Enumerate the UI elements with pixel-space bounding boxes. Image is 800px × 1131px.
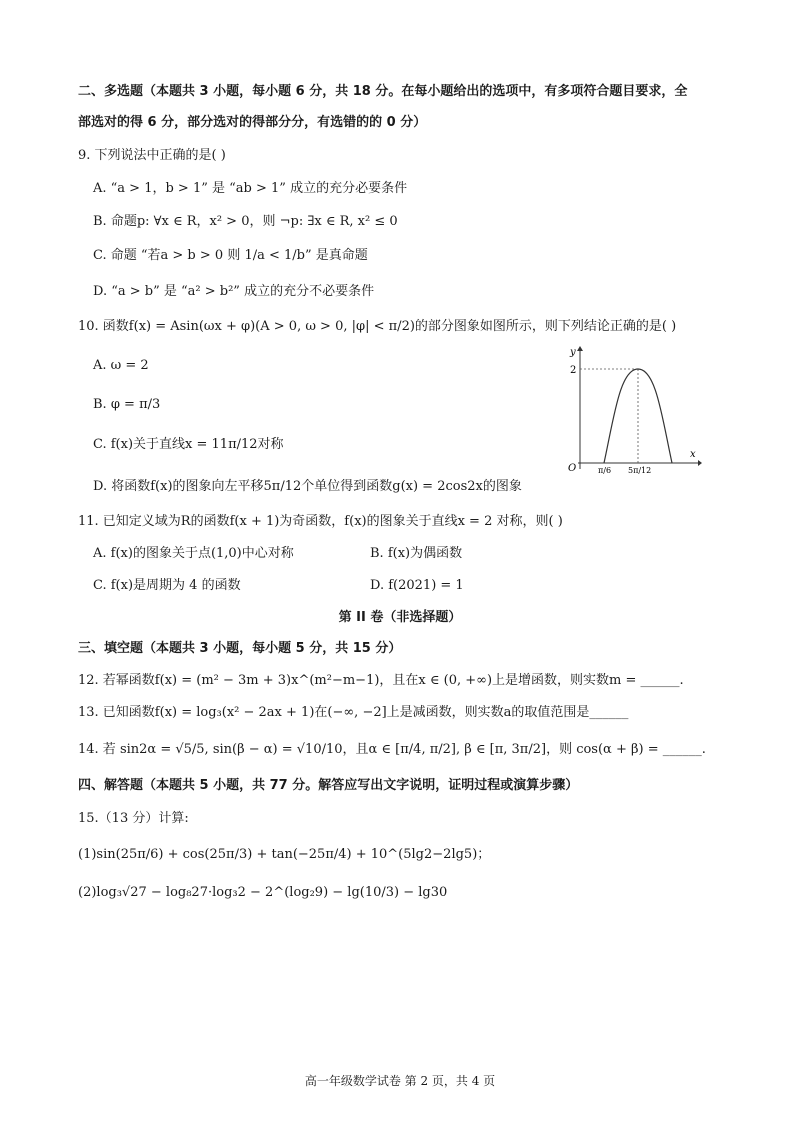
q9-option-a: A. “a > 1，b > 1” 是 “ab > 1” 成立的充分必要条件 — [93, 181, 408, 196]
q9-option-d: D. “a > b” 是 “a² > b²” 成立的充分不必要条件 — [93, 284, 375, 299]
q11-option-a: A. f(x)的图象关于点(1,0)中心对称 — [93, 546, 294, 561]
part2-title: 第 II 卷（非选择题） — [338, 610, 462, 625]
sine-curve — [604, 369, 672, 463]
q10-option-d: D. 将函数f(x)的图象向左平移5π/12个单位得到函数g(x) = 2cos2x的图象 — [93, 479, 522, 494]
q15-part-1: (1)sin(25π/6) + cos(25π/3) + tan(−25π/4) + 10^(5lg2−2lg5)； — [78, 847, 491, 862]
q9-stem: 9. 下列说法中正确的是( ) — [78, 148, 226, 163]
x-axis-label: x — [690, 449, 696, 460]
max-value-label: 2 — [570, 365, 577, 376]
q10-option-a: A. ω = 2 — [93, 358, 149, 373]
q15-part-2: (2)log₃√27 − log₈27·log₃2 − 2^(log₂9) − lg(10/3) − lg30 — [78, 885, 448, 900]
q10-option-b: B. φ = π/3 — [93, 397, 161, 412]
q11-option-c: C. f(x)是周期为 4 的函数 — [93, 578, 241, 593]
sine-graph-figure — [562, 345, 702, 475]
origin-label: O — [568, 463, 577, 474]
q9-option-c: C. 命题 “若a > b > 0 则 1/a < 1/b” 是真命题 — [93, 248, 368, 263]
section3-heading: 三、填空题（本题共 3 小题，每小题 5 分，共 15 分） — [78, 641, 402, 656]
q11-stem: 11. 已知定义域为R的函数f(x + 1)为奇函数，f(x)的图象关于直线x = 2 对称，则( ) — [78, 514, 563, 529]
y-axis-arrow — [577, 346, 583, 351]
q10-stem: 10. 函数f(x) = Asin(ωx + φ)(A > 0, ω > 0, |φ| < π/2)的部分图象如图所示，则下列结论正确的是( ) — [78, 319, 677, 334]
section4-heading: 四、解答题（本题共 5 小题，共 77 分。解答应写出文字说明，证明过程或演算步骤） — [78, 778, 579, 793]
question-14: 14. 若 sin2α = √5/5, sin(β − α) = √10/10，且α ∈ [π/4, π/2], β ∈ [π, 3π/2]，则 cos(α + β) = ______. — [78, 742, 706, 757]
x-tick-pi-6: π/6 — [598, 466, 612, 475]
section2-line1: 二、多选题（本题共 3 小题，每小题 6 分，共 18 分。在每小题给出的选项中，有多项符合题目要求，全 — [78, 84, 688, 99]
q15-stem: 15.（13 分）计算: — [78, 811, 189, 826]
question-13: 13. 已知函数f(x) = log₃(x² − 2ax + 1)在(−∞, −2]上是减函数，则实数a的取值范围是______ — [78, 705, 629, 720]
page-footer: 高一年级数学试卷 第 2 页，共 4 页 — [304, 1074, 496, 1088]
q9-option-b: B. 命题p: ∀x ∈ R，x² > 0，则 ¬p: ∃x ∈ R, x² ≤ 0 — [93, 214, 398, 229]
x-tick-5pi-12: 5π/12 — [628, 466, 652, 475]
section2-line2: 部选对的得 6 分，部分选对的得部分分，有选错的的 0 分） — [78, 115, 427, 130]
q11-option-b: B. f(x)为偶函数 — [370, 546, 463, 561]
q10-option-c: C. f(x)关于直线x = 11π/12对称 — [93, 437, 284, 452]
x-axis-arrow — [698, 460, 702, 466]
question-12: 12. 若幂函数f(x) = (m² − 3m + 3)x^(m²−m−1)，且在x ∈ (0, +∞)上是增函数，则实数m = ______. — [78, 673, 684, 688]
q11-option-d: D. f(2021) = 1 — [370, 578, 464, 593]
y-axis-label: y — [570, 347, 576, 358]
